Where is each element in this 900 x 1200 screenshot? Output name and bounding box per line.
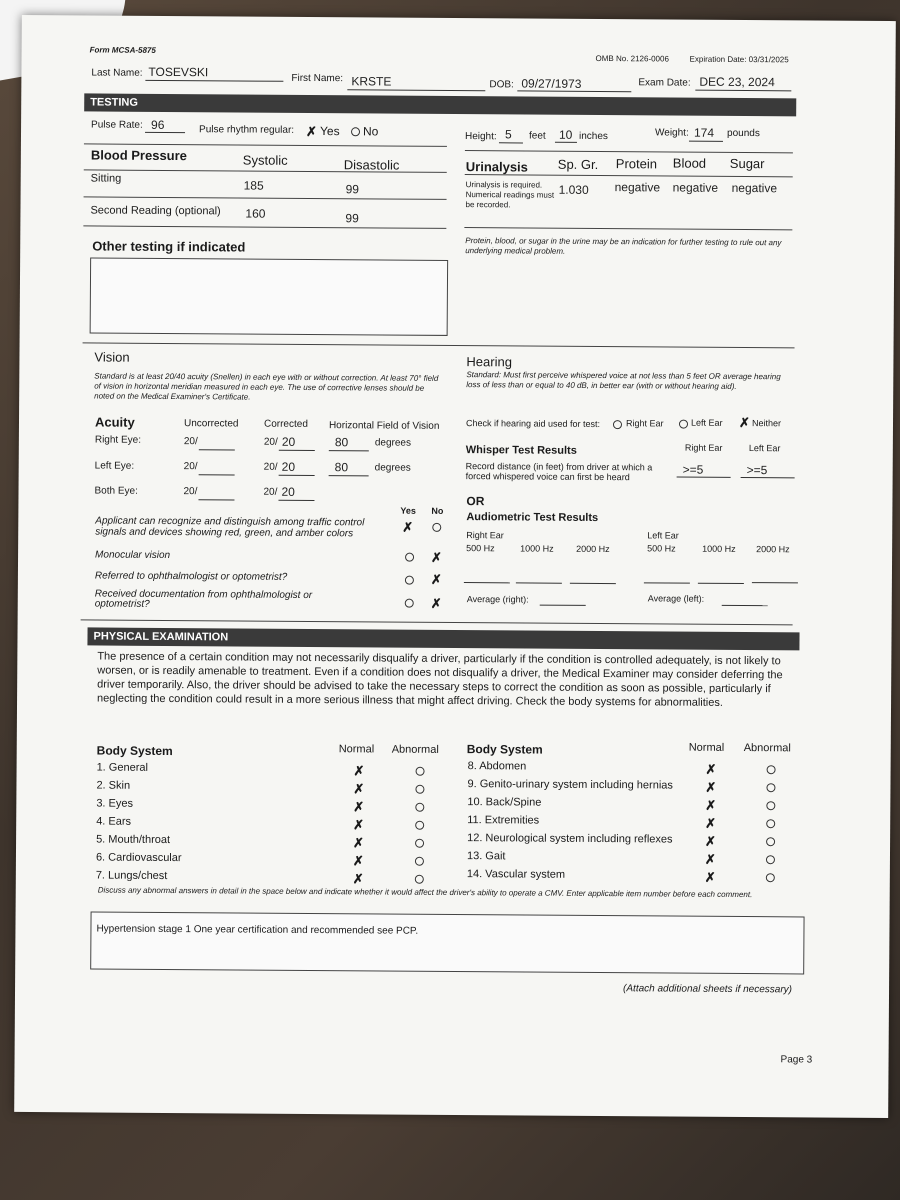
dob-line: [517, 90, 631, 92]
body-system-item: 9. Genito-urinary system including hernias: [467, 778, 673, 792]
urinalysis-sugar-value[interactable]: negative: [731, 180, 778, 196]
audio-right-500-field[interactable]: [464, 582, 510, 583]
form-page: [14, 15, 896, 1118]
pulse-rate-label: Pulse Rate:: [91, 119, 143, 131]
urinalysis-protein-label: Protein: [615, 156, 658, 172]
last-name-label: Last Name:: [91, 67, 143, 79]
body-system-item: 6. Cardiovascular: [95, 851, 182, 865]
abnormal-radio[interactable]: [415, 875, 424, 884]
left-eye-field-value[interactable]: 80: [334, 460, 349, 475]
abnormal-radio[interactable]: [766, 819, 775, 828]
exam-date-label: Exam Date:: [638, 77, 691, 89]
body-system-item: 3. Eyes: [96, 797, 134, 810]
bp-sitting-label: Sitting: [90, 172, 122, 185]
normal-checked-icon[interactable]: ✗: [353, 835, 365, 851]
audiometric-title: Audiometric Test Results: [466, 511, 599, 524]
urinalysis-title: Urinalysis: [465, 159, 528, 175]
omb-number: OMB No. 2126-0006: [595, 53, 669, 64]
whisper-left-ear-label: Left Ear: [748, 443, 781, 454]
normal-checked-icon[interactable]: ✗: [353, 799, 365, 815]
normal-checked-icon[interactable]: ✗: [353, 781, 365, 797]
abnormal-right-header: Abnormal: [743, 742, 791, 755]
urinalysis-spgr-label: Sp. Gr.: [557, 156, 599, 172]
hearing-standard: Standard: Must first perceive whispered voice at not less than 5 feet OR average hearing loss of less than or equal to 40 dB, in better ear (with or without hearing aid).: [466, 370, 781, 391]
normal-checked-icon[interactable]: ✗: [705, 833, 717, 849]
right-eye-corrected-prefix: 20/: [263, 436, 278, 448]
average-right-field[interactable]: [540, 605, 586, 606]
feet-label: feet: [528, 130, 546, 142]
body-system-item: 5. Mouth/throat: [96, 833, 171, 847]
body-system-item: 2. Skin: [96, 779, 131, 792]
body-system-item: 10. Back/Spine: [467, 796, 542, 809]
other-testing-box[interactable]: [90, 257, 449, 335]
other-testing-title: Other testing if indicated: [92, 238, 246, 255]
abnormal-radio[interactable]: [415, 839, 424, 848]
abnormal-radio[interactable]: [415, 821, 424, 830]
whisper-test-title: Whisper Test Results: [465, 444, 577, 457]
last-name-line: [145, 80, 283, 82]
weight-value[interactable]: 174: [693, 125, 715, 140]
audio-right-2000-field[interactable]: [570, 583, 616, 584]
normal-right-header: Normal: [688, 741, 725, 754]
both-eyes-uncorrected-line[interactable]: [198, 499, 234, 500]
inches-label: inches: [578, 130, 608, 143]
urinalysis-protein-value[interactable]: negative: [614, 180, 661, 195]
normal-checked-icon[interactable]: ✗: [705, 797, 717, 813]
audio-right-1000-label: 1000 Hz: [520, 543, 554, 554]
both-eyes-corrected-line: [278, 500, 314, 501]
body-system-item: 12. Neurological system including reflexes: [467, 832, 673, 846]
right-eye-uncorrected-line[interactable]: [199, 449, 235, 450]
whisper-right-line: [677, 477, 731, 478]
bp-divider-2: [84, 196, 447, 200]
abnormal-left-header: Abnormal: [391, 743, 439, 756]
discuss-note: Discuss any abnormal answers in detail in the space below and indicate whether it would affect the driver's ability to operate a CMV. Enter applicable item number before each comment.: [97, 885, 753, 900]
vision-q-documentation: Received documentation from ophthalmologist or optometrist?: [94, 588, 313, 610]
section-divider-physical: [81, 619, 793, 625]
abnormal-radio[interactable]: [766, 837, 775, 846]
right-eye-corrected-line: [279, 450, 315, 451]
hearing-title: Hearing: [466, 354, 513, 370]
abnormal-comments-box[interactable]: [90, 911, 804, 974]
left-eye-uncorrected-line[interactable]: [199, 474, 235, 475]
whisper-note: Record distance (in feet) from driver at which a forced whispered voice can first be heard: [465, 461, 653, 483]
audio-left-500-field[interactable]: [644, 582, 690, 583]
physical-exam-header: PHYSICAL EXAMINATION: [87, 627, 799, 650]
q-colors-no-radio[interactable]: [432, 523, 441, 532]
urinalysis-footnote: Protein, blood, or sugar in the urine may be an indication for further testing to rule out any underlying medical problem.: [465, 236, 782, 256]
urinalysis-blood-value[interactable]: negative: [672, 180, 719, 195]
vision-title: Vision: [94, 349, 130, 365]
q-documentation-no-checked-icon[interactable]: ✗: [430, 595, 442, 611]
hearing-or-label: OR: [466, 494, 485, 509]
rhythm-no-label: No: [362, 124, 379, 139]
normal-checked-icon[interactable]: ✗: [705, 761, 717, 777]
hearing-aid-right-radio[interactable]: [613, 420, 622, 429]
left-eye-uncorrected-prefix: 20/: [183, 461, 198, 473]
body-system-item: 14. Vascular system: [466, 868, 566, 881]
normal-checked-icon[interactable]: ✗: [352, 853, 364, 869]
abnormal-radio[interactable]: [416, 767, 425, 776]
audio-left-2000-label: 2000 Hz: [756, 544, 790, 555]
exam-date-line: [695, 90, 791, 92]
normal-checked-icon[interactable]: ✗: [353, 763, 365, 779]
both-eyes-corrected-prefix: 20/: [263, 486, 278, 498]
q-monocular-yes-radio[interactable]: [405, 553, 414, 562]
audio-left-2000-field[interactable]: [752, 582, 798, 583]
normal-checked-icon[interactable]: ✗: [353, 817, 365, 833]
vision-q-monocular: Monocular vision: [95, 549, 171, 562]
height-feet-value[interactable]: 5: [504, 127, 512, 142]
q-documentation-yes-radio[interactable]: [405, 599, 414, 608]
bp-sitting-diastolic[interactable]: 99: [345, 182, 360, 197]
abnormal-radio[interactable]: [767, 765, 776, 774]
hearing-aid-right-label: Right Ear: [625, 418, 664, 429]
corrected-label: Corrected: [263, 418, 308, 430]
urinalysis-spgr-value[interactable]: 1.030: [558, 182, 589, 197]
audio-right-1000-field[interactable]: [516, 582, 562, 583]
vision-q-referred: Referred to ophthalmologist or optometrist?: [94, 570, 288, 583]
body-system-left-header: Body System: [96, 743, 173, 759]
q-referred-yes-radio[interactable]: [405, 576, 414, 585]
acuity-label: Acuity: [94, 414, 135, 430]
right-eye-uncorrected-prefix: 20/: [183, 436, 198, 448]
urinalysis-divider-top: [465, 150, 793, 153]
right-eye-field-line: [329, 450, 369, 451]
hearing-aid-neither-label: Neither: [751, 418, 782, 429]
vision-no-label: No: [431, 505, 444, 516]
audio-left-500-label: 500 Hz: [647, 543, 676, 554]
bp-systolic-label: Systolic: [242, 152, 288, 168]
section-divider-vision: [83, 342, 795, 348]
abnormal-radio[interactable]: [415, 857, 424, 866]
first-name-line: [347, 89, 485, 91]
physical-exam-intro: The presence of a certain condition may not necessarily disqualify a driver, particularly if the condition is controlled adequately, is not likely to worsen, or is readily amenable to treatment. Even if a condition does not disqualify a driver, the Medical Examiner may consider deferring the driver temporarily. Also, the driver should be advised to take the necessary steps to correct the condition as soon as possible, particularly if neglecting the condition could result in a more serious illness that might affect driving. Check the body systems for abnormalities.: [97, 650, 783, 709]
q-monocular-no-checked-icon[interactable]: ✗: [431, 549, 443, 565]
audio-right-500-label: 500 Hz: [466, 543, 495, 554]
rhythm-no-radio[interactable]: [351, 127, 360, 136]
left-eye-corrected-prefix: 20/: [263, 461, 278, 473]
right-eye-corrected-value[interactable]: 20: [281, 434, 296, 449]
right-eye-degrees-label: degrees: [374, 437, 412, 449]
normal-checked-icon[interactable]: ✗: [705, 779, 717, 795]
dob-label: DOB:: [489, 79, 514, 91]
pounds-label: pounds: [726, 127, 760, 140]
left-eye-corrected-line: [279, 475, 315, 476]
average-right-label: Average (right):: [466, 594, 529, 605]
body-system-item: 8. Abdomen: [467, 760, 527, 773]
whisper-left-value[interactable]: >=5: [746, 463, 768, 478]
whisper-right-value[interactable]: >=5: [682, 462, 704, 477]
vision-standard: Standard is at least 20/40 acuity (Snellen) in each eye with or without correction. At least 70° field of vision in horizontal meridian measured in each eye. The use of corrective lenses should be noted on the Medical Examiner's Certificate.: [94, 371, 439, 402]
bp-divider-top: [84, 143, 447, 147]
vision-yes-label: Yes: [400, 505, 416, 516]
audio-left-1000-field[interactable]: [698, 583, 744, 584]
right-eye-label: Right Eye:: [94, 434, 142, 446]
height-label: Height:: [464, 131, 497, 143]
first-name-value[interactable]: KRSTE: [351, 74, 392, 89]
pulse-rhythm-label: Pulse rhythm regular:: [199, 124, 295, 136]
height-inches-value[interactable]: 10: [558, 127, 573, 142]
bp-second-systolic[interactable]: 160: [245, 206, 266, 221]
urinalysis-divider-1: [465, 174, 793, 177]
normal-checked-icon[interactable]: ✗: [704, 869, 716, 885]
normal-checked-icon[interactable]: ✗: [352, 871, 364, 887]
abnormal-radio[interactable]: [766, 783, 775, 792]
weight-label: Weight:: [654, 127, 689, 139]
both-eyes-uncorrected-prefix: 20/: [183, 486, 198, 498]
abnormal-radio[interactable]: [766, 873, 775, 882]
expiration-date: Expiration Date: 03/31/2025: [689, 54, 789, 65]
first-name-label: First Name:: [291, 72, 344, 85]
audio-right-2000-label: 2000 Hz: [576, 543, 610, 555]
body-system-right-header: Body System: [466, 742, 543, 757]
rhythm-yes-checked-icon[interactable]: ✗: [305, 123, 317, 140]
average-left-field[interactable]: [722, 605, 768, 606]
hearing-aid-left-radio[interactable]: [679, 420, 688, 429]
body-system-item: 7. Lungs/chest: [95, 869, 168, 882]
body-system-item: 11. Extremities: [467, 814, 540, 827]
normal-left-header: Normal: [338, 743, 375, 756]
normal-checked-icon[interactable]: ✗: [705, 815, 717, 831]
height-inches-line: [555, 142, 577, 143]
urinalysis-blood-label: Blood: [672, 155, 707, 171]
q-referred-no-checked-icon[interactable]: ✗: [430, 571, 442, 587]
abnormal-radio[interactable]: [415, 785, 424, 794]
whisper-right-ear-label: Right Ear: [684, 442, 723, 453]
pulse-rate-line: [145, 132, 185, 133]
normal-checked-icon[interactable]: ✗: [704, 851, 716, 867]
audio-left-ear-label: Left Ear: [647, 530, 679, 541]
weight-line: [689, 141, 723, 142]
bp-sitting-systolic[interactable]: 185: [243, 178, 264, 193]
bp-diastolic-label: Disastolic: [343, 157, 400, 173]
hearing-aid-left-label: Left Ear: [690, 417, 723, 428]
uncorrected-label: Uncorrected: [183, 418, 239, 430]
body-system-item: 4. Ears: [96, 815, 132, 828]
form-id: Form MCSA-5875: [89, 45, 156, 55]
both-eyes-corrected-value[interactable]: 20: [281, 484, 295, 499]
q-colors-yes-checked-icon[interactable]: ✗: [402, 519, 414, 535]
body-system-item: 1. General: [96, 761, 149, 774]
abnormal-radio[interactable]: [766, 801, 775, 810]
urinalysis-divider-2: [464, 227, 792, 230]
abnormal-comment-text: Hypertension stage 1 One year certification and recommended see PCP.: [96, 923, 419, 937]
hearing-aid-neither-checked-icon[interactable]: ✗: [738, 414, 750, 431]
bp-divider-3: [83, 225, 446, 229]
left-eye-label: Left Eye:: [94, 460, 135, 472]
testing-header: TESTING: [84, 93, 796, 116]
audio-left-1000-label: 1000 Hz: [702, 543, 736, 554]
hfov-label: Horizontal Field of Vision: [328, 420, 440, 432]
body-system-item: 13. Gait: [466, 850, 506, 863]
average-left-label: Average (left):: [647, 593, 705, 604]
page-number: Page 3: [780, 1054, 813, 1066]
rhythm-yes-label: Yes: [319, 124, 340, 139]
left-eye-corrected-value[interactable]: 20: [281, 459, 296, 474]
exam-date-value[interactable]: DEC 23, 2024: [699, 74, 775, 90]
left-eye-field-line: [329, 475, 369, 476]
bp-second-reading-label: Second Reading (optional): [90, 204, 221, 218]
height-feet-line: [499, 142, 523, 143]
bp-title: Blood Pressure: [90, 147, 188, 164]
right-eye-field-value[interactable]: 80: [334, 435, 349, 450]
urinalysis-sugar-label: Sugar: [729, 155, 765, 172]
bp-second-diastolic[interactable]: 99: [345, 211, 359, 226]
dob-value[interactable]: 09/27/1973: [521, 76, 582, 91]
audio-right-ear-label: Right Ear: [466, 530, 504, 541]
urinalysis-note: Urinalysis is required. Numerical readings must be recorded.: [465, 180, 555, 210]
vision-q-colors: Applicant can recognize and distinguish among traffic control signals and devices showing red, green, and amber colors: [95, 515, 365, 540]
pulse-rate-value[interactable]: 96: [151, 117, 165, 132]
last-name-value[interactable]: TOSEVSKI: [148, 64, 209, 80]
left-eye-degrees-label: degrees: [374, 462, 411, 474]
both-eyes-label: Both Eye:: [94, 485, 138, 497]
abnormal-radio[interactable]: [766, 855, 775, 864]
hearing-aid-label: Check if hearing aid used for test:: [465, 418, 601, 430]
whisper-left-line: [741, 477, 795, 478]
abnormal-radio[interactable]: [415, 803, 424, 812]
attach-note: (Attach additional sheets if necessary): [623, 983, 793, 996]
